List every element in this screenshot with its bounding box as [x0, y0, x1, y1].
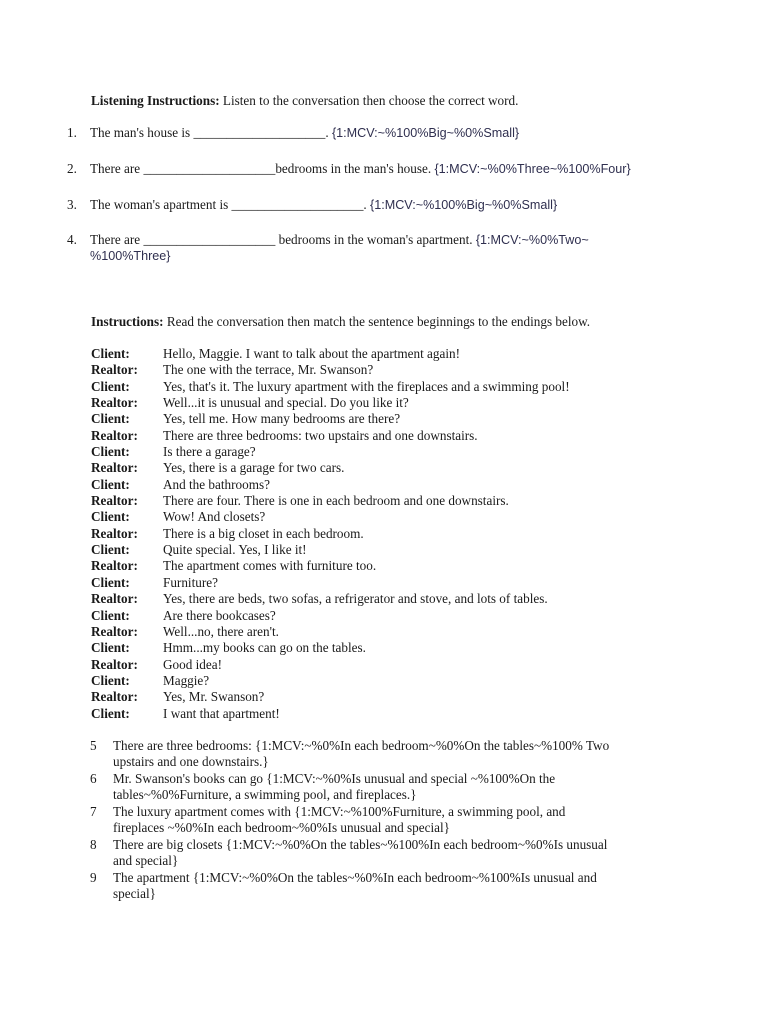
dialogue-line	[91, 395, 651, 411]
reading-label: Instructions:	[91, 314, 164, 329]
dialogue-speaker: Realtor:	[91, 460, 138, 476]
matching-number: 9	[90, 870, 97, 885]
dialogue-text: Is there a garage?	[163, 444, 256, 460]
matching-number: 7	[90, 804, 97, 819]
dialogue-text: Yes, that's it. The luxury apartment with the fireplaces and a swimming pool!	[163, 378, 570, 394]
matching-number: 6	[90, 771, 97, 786]
matching-text: The luxury apartment comes with {1:MCV:~%100%Furniture, a swimming pool, and fireplaces ~%0%In each bedroom~%0%Is unusual and special}	[113, 804, 566, 836]
dialogue-line	[91, 673, 651, 689]
dialogue-line	[91, 362, 651, 378]
dialogue-line	[91, 411, 651, 427]
dialogue	[91, 346, 651, 722]
listening-instructions	[91, 93, 651, 109]
dialogue-text: Furniture?	[163, 574, 218, 590]
question-stem: There are ____________________bedrooms in the man's house.	[90, 161, 435, 176]
dialogue-text: Hmm...my books can go on the tables.	[163, 640, 366, 656]
dialogue-speaker: Client:	[91, 542, 130, 558]
dialogue-text: There are three bedrooms: two upstairs and one downstairs.	[163, 427, 478, 443]
dialogue-speaker: Client:	[91, 607, 130, 623]
dialogue-speaker: Realtor:	[91, 558, 138, 574]
dialogue-speaker: Realtor:	[91, 623, 138, 639]
matching-number: 8	[90, 837, 97, 852]
dialogue-line	[91, 640, 651, 656]
reading-text: Read the conversation then match the sentence beginnings to the endings below.	[163, 314, 591, 329]
listening-text: Listen to the conversation then choose the correct word.	[219, 93, 519, 108]
question-stem: There are ____________________ bedrooms in the woman's apartment.	[90, 232, 476, 247]
matching-text: The apartment {1:MCV:~%0%On the tables~%0%In each bedroom~%100%Is unusual and special}	[113, 870, 597, 902]
dialogue-text: Hello, Maggie. I want to talk about the apartment again!	[163, 346, 460, 361]
dialogue-text: Quite special. Yes, I like it!	[163, 542, 307, 558]
dialogue-text: And the bathrooms?	[163, 476, 270, 492]
dialogue-speaker: Realtor:	[91, 689, 138, 705]
dialogue-line	[91, 558, 651, 574]
dialogue-speaker: Realtor:	[91, 591, 138, 607]
question-number: 1.	[67, 125, 77, 140]
dialogue-text: Yes, there is a garage for two cars.	[163, 460, 345, 476]
dialogue-line	[91, 591, 651, 607]
dialogue-line	[91, 657, 651, 673]
dialogue-speaker: Realtor:	[91, 656, 138, 672]
dialogue-text: Are there bookcases?	[163, 607, 276, 623]
matching-number: 5	[90, 738, 97, 753]
dialogue-speaker: Client:	[91, 346, 130, 361]
dialogue-text: There is a big closet in each bedroom.	[163, 525, 364, 541]
question-number: 3.	[67, 197, 77, 212]
question-text	[90, 125, 640, 141]
dialogue-line	[91, 608, 651, 624]
question-stem: The man's house is ____________________.	[90, 125, 332, 140]
dialogue-line	[91, 444, 651, 460]
dialogue-line	[91, 428, 651, 444]
matching-text: There are big closets {1:MCV:~%0%On the tables~%100%In each bedroom~%0%Is unusual and special}	[113, 837, 608, 869]
dialogue-line	[91, 575, 651, 591]
dialogue-line	[91, 346, 651, 362]
dialogue-speaker: Client:	[91, 444, 130, 460]
dialogue-line	[91, 526, 651, 542]
dialogue-speaker: Client:	[91, 476, 130, 492]
dialogue-line	[91, 624, 651, 640]
question-code: {1:MCV:~%0%Two~ %100%Three}	[90, 233, 589, 263]
dialogue-text: Wow! And closets?	[163, 509, 266, 525]
dialogue-text: Yes, tell me. How many bedrooms are there?	[163, 411, 401, 427]
dialogue-text: Maggie?	[163, 672, 210, 688]
listening-label: Listening Instructions:	[91, 93, 220, 108]
dialogue-text: Well...no, there aren't.	[163, 623, 279, 639]
dialogue-line	[91, 542, 651, 558]
dialogue-text: Well...it is unusual and special. Do you like it?	[163, 395, 409, 411]
dialogue-speaker: Client:	[91, 672, 130, 688]
dialogue-text: Yes, there are beds, two sofas, a refrigerator and stove, and lots of tables.	[163, 591, 548, 607]
dialogue-text: There are four. There is one in each bedroom and one downstairs.	[163, 493, 509, 509]
question-code: {1:MCV:~%100%Big~%0%Small}	[331, 126, 520, 140]
dialogue-speaker: Realtor:	[91, 525, 138, 541]
dialogue-line	[91, 379, 651, 395]
dialogue-text: The one with the terrace, Mr. Swanson?	[163, 362, 374, 378]
dialogue-speaker: Client:	[91, 378, 130, 394]
question-stem: The woman's apartment is ____________________.	[90, 197, 371, 212]
dialogue-speaker: Realtor:	[91, 493, 138, 509]
dialogue-speaker: Client:	[91, 705, 130, 721]
dialogue-text: Yes, Mr. Swanson?	[163, 689, 265, 705]
dialogue-speaker: Realtor:	[91, 395, 138, 411]
dialogue-speaker: Realtor:	[91, 362, 138, 378]
question-text	[90, 197, 640, 213]
reading-instructions	[91, 314, 651, 330]
question-number: 2.	[67, 161, 77, 176]
dialogue-text: Good idea!	[163, 656, 222, 672]
dialogue-speaker: Client:	[91, 640, 130, 656]
dialogue-line	[91, 460, 651, 476]
dialogue-speaker: Client:	[91, 411, 130, 427]
dialogue-line	[91, 493, 651, 509]
question-code: {1:MCV:~%100%Big~%0%Small}	[370, 198, 558, 212]
dialogue-text: The apartment comes with furniture too.	[163, 558, 377, 574]
question-text	[90, 232, 625, 264]
dialogue-line	[91, 706, 651, 722]
matching-text: Mr. Swanson's books can go {1:MCV:~%0%Is unusual and special ~%100%On the tables~%0%Furniture, a swimming pool, and fireplaces.}	[113, 771, 556, 803]
dialogue-line	[91, 689, 651, 705]
dialogue-speaker: Realtor:	[91, 427, 138, 443]
dialogue-speaker: Client:	[91, 574, 130, 590]
dialogue-speaker: Client:	[91, 509, 130, 525]
dialogue-text: I want that apartment!	[163, 705, 280, 721]
dialogue-line	[91, 477, 651, 493]
question-number: 4.	[67, 232, 77, 247]
matching-text: There are three bedrooms: {1:MCV:~%0%In each bedroom~%0%On the tables~%100% Two upstairs and one downstairs.}	[113, 738, 610, 770]
question-text	[90, 161, 640, 177]
question-code: {1:MCV:~%0%Three~%100%Four}	[434, 162, 631, 176]
dialogue-line	[91, 509, 651, 525]
